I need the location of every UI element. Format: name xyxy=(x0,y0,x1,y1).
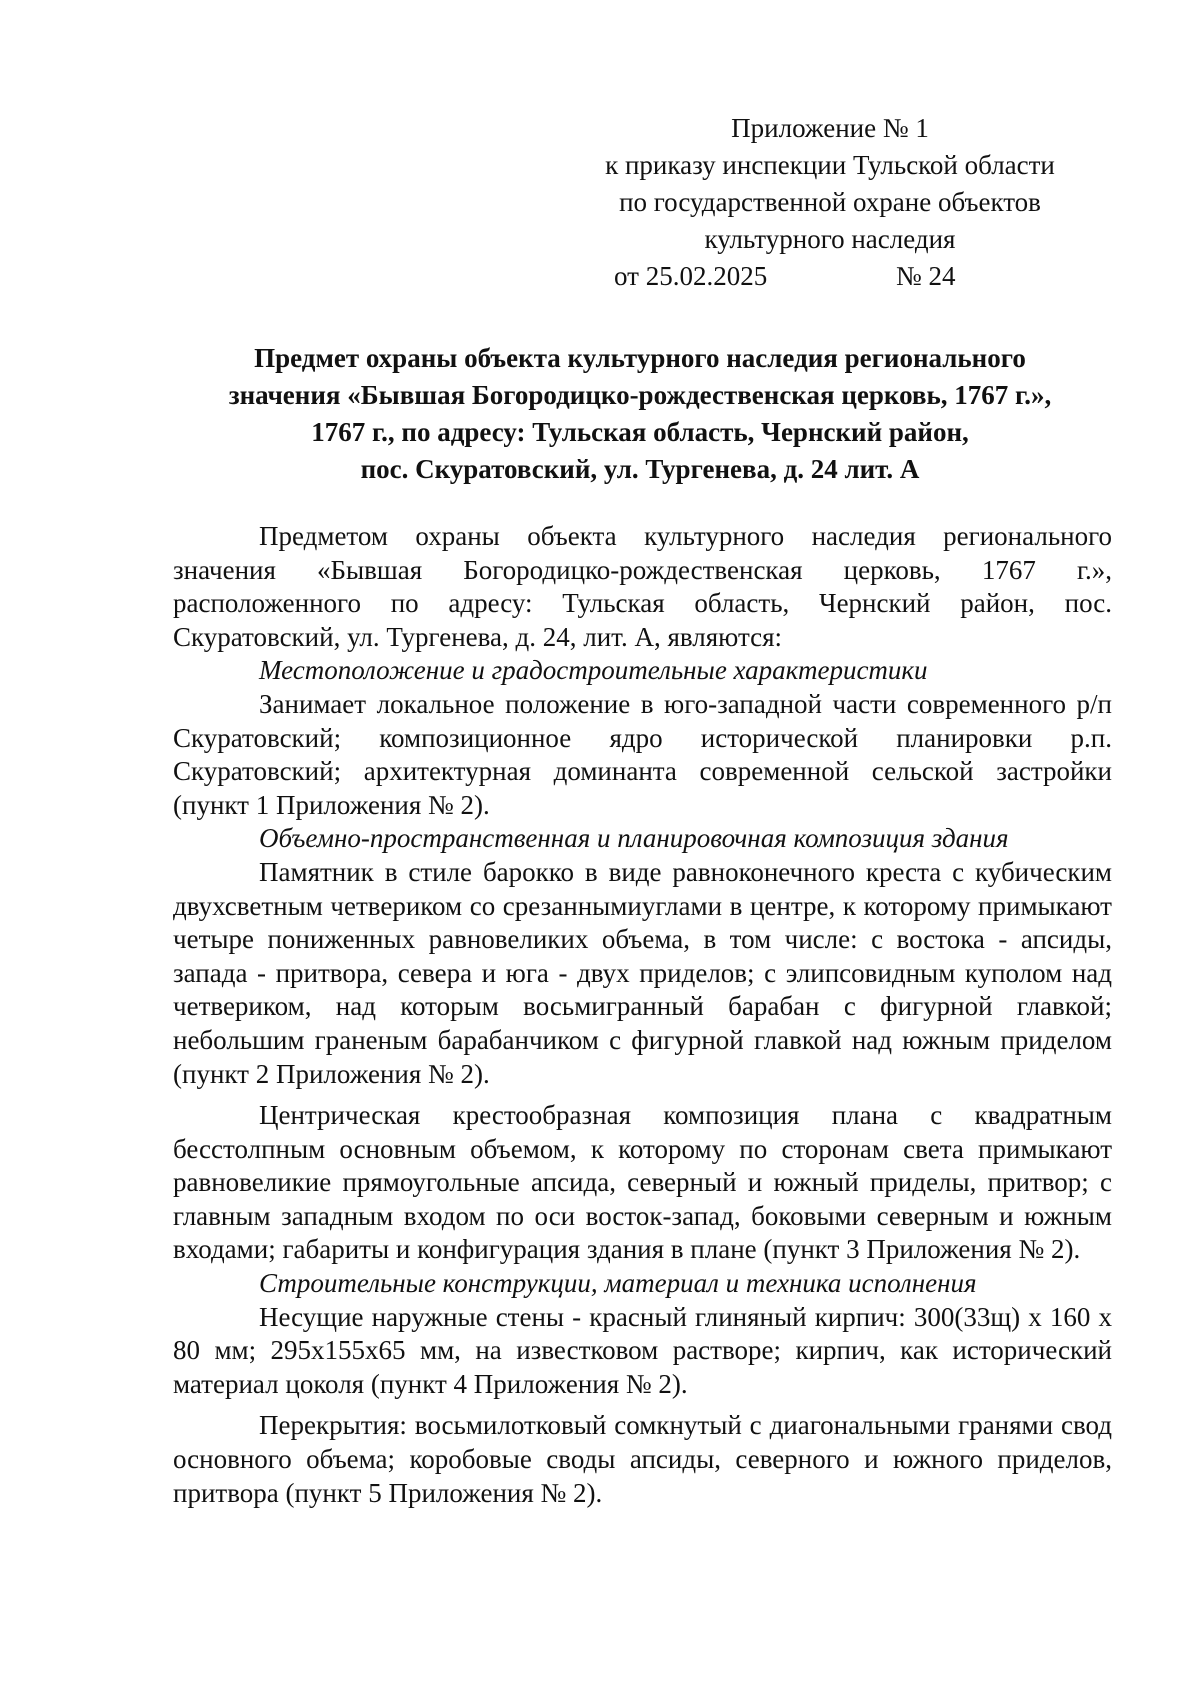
title-line-4: пос. Скуратовский, ул. Тургенева, д. 24 лит. А xyxy=(360,454,920,484)
appendix-order-ref: к приказу инспекции Тульской области xyxy=(605,150,1055,180)
section-heading-composition: Объемно-пространственная и планировочная композиция здания xyxy=(259,823,1009,854)
document-body xyxy=(173,520,1112,1510)
order-number: № 24 xyxy=(896,261,956,291)
composition-paragraph-2: Центрическая крестообразная композиция плана с квадратным бесстолпным основным объемом, к которому по сторонам света примыкают равновеликие прямоугольные апсида, северный и южный приделы, притвор; с главным западным входом по оси восток-запад, боковыми северным и южным входами; габариты и конфигурация здания в плане (пункт 3 Приложения № 2). xyxy=(173,1100,1112,1265)
walls-paragraph: Несущие наружные стены - красный глиняный кирпич: 300(33щ) х 160 х 80 мм; 295х155х65 мм, на известковом растворе; кирпич, как исторический материал цоколя (пункт 4 Приложения № 2). xyxy=(173,1301,1112,1399)
appendix-authority-cont: культурного наследия xyxy=(704,224,956,254)
appendix-header xyxy=(560,110,1100,295)
appendix-date-line xyxy=(560,258,1100,295)
ceilings-paragraph: Перекрытия: восьмилотковый сомкнутый с диагональными гранями свод основного объема; коробовые своды апсиды, северного и южного приделов, притвора (пункт 5 Приложения № 2). xyxy=(173,1410,1112,1508)
title-line-2: значения «Бывшая Богородицко-рождественская церковь, 1767 г.», xyxy=(228,380,1052,410)
document-title xyxy=(170,340,1110,488)
order-date: от 25.02.2025 xyxy=(614,261,768,291)
intro-paragraph: Предметом охраны объекта культурного наследия регионального значения «Бывшая Богородицко-рождественская церковь, 1767 г.», расположенного по адресу: Тульская область, Чернский район, пос. Скуратовский, ул. Тургенева, д. 24, лит. А, являются: xyxy=(173,521,1112,652)
location-paragraph: Занимает локальное положение в юго-западной части современного р/п Скуратовский; композиционное ядро исторической планировки р.п. Скуратовский; архитектурная доминанта современной сельской застройки (пункт 1 Приложения № 2). xyxy=(173,688,1112,820)
title-line-1: Предмет охраны объекта культурного наследия регионального xyxy=(254,343,1026,373)
title-line-3: 1767 г., по адресу: Тульская область, Чернский район, xyxy=(311,417,969,447)
section-heading-construction: Строительные конструкции, материал и техника исполнения xyxy=(259,1268,977,1299)
composition-paragraph-1: Памятник в стиле барокко в виде равноконечного креста с кубическим двухсветным четвериком со срезаннымиуглами в центре, к которому примыкают четыре пониженных равновеликих объема, в том числе: с востока - апсиды, запада - притвора, севера и юга - двух приделов; с элипсовидным куполом над четвериком, над которым восьмигранный барабан с фигурной главкой; небольшим граненым барабанчиком с фигурной главкой над южным приделом (пункт 2 Приложения № 2). xyxy=(173,856,1112,1089)
appendix-authority: по государственной охране объектов xyxy=(619,187,1041,217)
appendix-number: Приложение № 1 xyxy=(731,113,929,143)
section-heading-location: Местоположение и градостроительные характеристики xyxy=(259,655,928,686)
